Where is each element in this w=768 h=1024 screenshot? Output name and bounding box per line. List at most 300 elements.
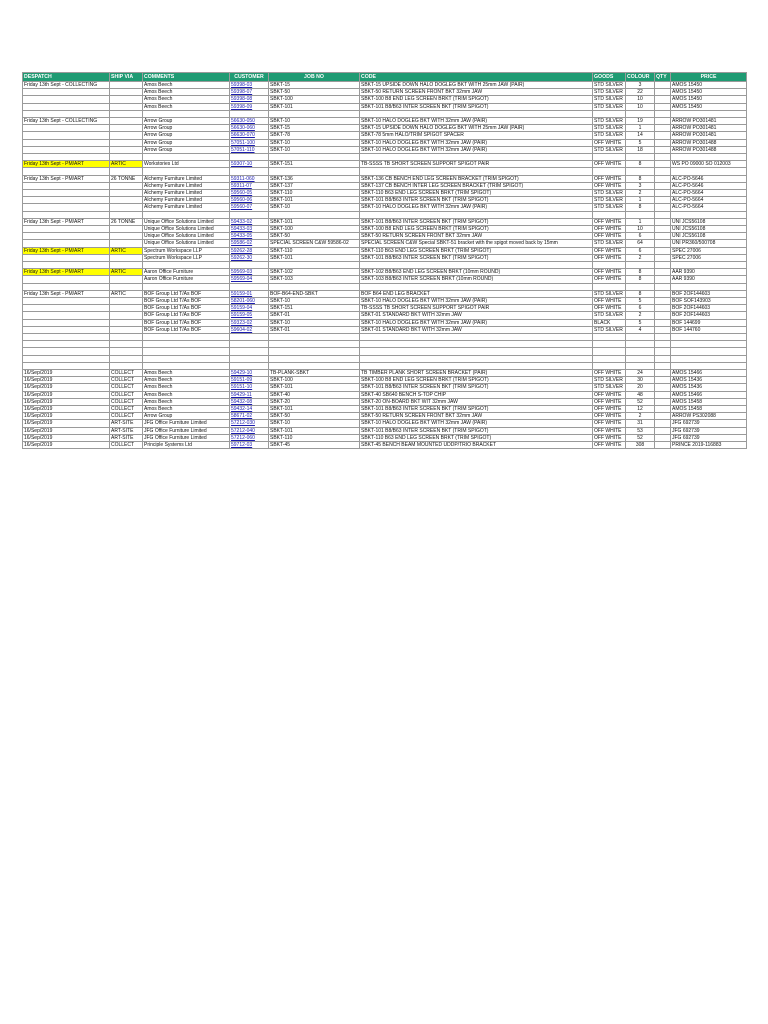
table-cell[interactable]: 48 — [626, 391, 655, 398]
table-cell[interactable]: 59560-06 — [230, 197, 269, 204]
table-cell[interactable] — [655, 218, 671, 225]
table-cell[interactable] — [626, 211, 655, 218]
table-cell[interactable] — [143, 262, 230, 269]
table-cell[interactable] — [110, 226, 143, 233]
table-cell[interactable] — [230, 348, 269, 355]
table-cell[interactable]: STD SILVER — [593, 384, 626, 391]
table-cell[interactable] — [23, 348, 110, 355]
table-cell[interactable] — [655, 413, 671, 420]
table-cell[interactable]: COLLECT — [110, 405, 143, 412]
table-cell[interactable]: SBKT-137 — [269, 182, 360, 189]
table-cell[interactable] — [360, 168, 593, 175]
table-cell[interactable]: OFF WHITE — [593, 218, 626, 225]
table-cell[interactable] — [143, 341, 230, 348]
table-cell[interactable] — [360, 283, 593, 290]
table-cell[interactable]: SBKT-101 B8/B63 INTER SCREEN BKT (TRIM SPIGOT) — [360, 384, 593, 391]
table-cell[interactable]: 16/Sep/2019 — [23, 413, 110, 420]
table-cell[interactable] — [23, 103, 110, 110]
table-cell[interactable]: 6 — [626, 233, 655, 240]
table-cell[interactable]: 59398-09 — [230, 103, 269, 110]
table-cell[interactable] — [110, 240, 143, 247]
table-cell[interactable]: SBKT-10 HALO DOGLEG BKT WITH 32mm JAW (PAIR) — [360, 420, 593, 427]
table-cell[interactable]: SBKT-10 — [269, 298, 360, 305]
table-cell[interactable]: OFF WHITE — [593, 298, 626, 305]
table-cell[interactable]: Spectrum Workspace LLP — [143, 254, 230, 261]
table-cell[interactable]: 8 — [626, 269, 655, 276]
table-cell[interactable] — [23, 319, 110, 326]
table-cell[interactable]: Amos Beech — [143, 103, 230, 110]
table-cell[interactable]: SBKT-45 BENCH BEAM MOUNTED UDDP/TRIO BRACKET — [360, 441, 593, 448]
table-cell[interactable] — [655, 154, 671, 161]
table-cell[interactable]: STD SILVER — [593, 312, 626, 319]
table-cell[interactable]: SBKT-50 — [269, 233, 360, 240]
table-cell[interactable]: 2 — [626, 190, 655, 197]
table-cell[interactable]: Amos Beech — [143, 96, 230, 103]
table-cell[interactable]: 8 — [626, 175, 655, 182]
table-cell[interactable] — [593, 154, 626, 161]
table-cell[interactable]: SBKT-100 — [269, 96, 360, 103]
table-cell[interactable] — [143, 334, 230, 341]
table-cell[interactable]: BOF Group Ltd T/As BOF — [143, 312, 230, 319]
table-cell[interactable]: COLLECT — [110, 384, 143, 391]
header-comments[interactable]: COMMENTS — [143, 73, 230, 82]
table-cell[interactable]: ALC-PO-5664 — [671, 197, 747, 204]
table-cell[interactable] — [671, 154, 747, 161]
table-cell[interactable]: 59429-10 — [230, 369, 269, 376]
table-cell[interactable]: 16/Sep/2019 — [23, 420, 110, 427]
table-cell[interactable] — [593, 262, 626, 269]
table-cell[interactable] — [110, 154, 143, 161]
table-cell[interactable]: STD SILVER — [593, 82, 626, 89]
table-cell[interactable]: SBKT-100 B8 END LEG SCREEN BRKT (TRIM SPIGOT) — [360, 377, 593, 384]
table-cell[interactable] — [655, 276, 671, 283]
table-cell[interactable]: SBKT-10 — [269, 420, 360, 427]
table-cell[interactable]: AMOS 15450 — [671, 96, 747, 103]
table-cell[interactable]: SBKT-10 HALO DOGLEG BKT WITH 32mm JAW (PAIR) — [360, 146, 593, 153]
table-cell[interactable] — [655, 190, 671, 197]
table-cell[interactable] — [626, 262, 655, 269]
table-cell[interactable] — [110, 146, 143, 153]
table-cell[interactable]: AMOS 15466 — [671, 391, 747, 398]
table-cell[interactable]: 19 — [626, 118, 655, 125]
table-cell[interactable]: 26 TONNE — [110, 218, 143, 225]
table-cell[interactable]: STD SILVER — [593, 125, 626, 132]
table-cell[interactable]: OFF WHITE — [593, 276, 626, 283]
table-cell[interactable]: SBKT-50 RETURN SCREEN FRONT BKT 32mm JAW — [360, 413, 593, 420]
table-cell[interactable]: COLLECT — [110, 441, 143, 448]
table-cell[interactable] — [110, 348, 143, 355]
table-cell[interactable]: 59604-02 — [230, 326, 269, 333]
table-cell[interactable] — [110, 326, 143, 333]
header-price[interactable]: PRICE — [671, 73, 747, 82]
table-cell[interactable]: TB-SSSS TB SHORT SCREEN SUPPORT SPIGOT PAIR — [360, 305, 593, 312]
table-cell[interactable]: SPEC 27006 — [671, 247, 747, 254]
table-cell[interactable] — [671, 334, 747, 341]
table-cell[interactable] — [655, 377, 671, 384]
table-cell[interactable]: 8 — [626, 161, 655, 168]
table-cell[interactable]: 31 — [626, 420, 655, 427]
table-cell[interactable]: SBKT-10 — [269, 204, 360, 211]
table-cell[interactable]: STD SILVER — [593, 240, 626, 247]
table-cell[interactable] — [671, 362, 747, 369]
table-cell[interactable] — [269, 341, 360, 348]
table-cell[interactable]: 1 — [626, 125, 655, 132]
table-cell[interactable]: 59712-03 — [230, 441, 269, 448]
table-cell[interactable]: SBKT-101 B8/B63 INTER SCREEN BKT (TRIM SPIGOT) — [360, 103, 593, 110]
table-cell[interactable]: SBKT-100 — [269, 377, 360, 384]
table-cell[interactable] — [23, 326, 110, 333]
table-cell[interactable]: 59569-04 — [230, 276, 269, 283]
table-cell[interactable]: 12 — [626, 405, 655, 412]
table-cell[interactable]: OFF WHITE — [593, 413, 626, 420]
table-cell[interactable] — [110, 190, 143, 197]
table-cell[interactable]: SPECIAL SCREEN C&W Special SBKT-51 bracket with the spigot moved back by 15mm — [360, 240, 593, 247]
table-cell[interactable]: SPECIAL SCREEN C&W 59586-02 — [269, 240, 360, 247]
table-cell[interactable] — [110, 319, 143, 326]
table-cell[interactable] — [110, 182, 143, 189]
table-cell[interactable]: SBKT-10 — [269, 139, 360, 146]
table-cell[interactable] — [655, 197, 671, 204]
table-cell[interactable]: JFG 692739 — [671, 420, 747, 427]
table-cell[interactable]: COLLECT — [110, 391, 143, 398]
table-cell[interactable]: 59560-05 — [230, 190, 269, 197]
table-cell[interactable] — [269, 154, 360, 161]
table-cell[interactable]: STD SILVER — [593, 146, 626, 153]
table-cell[interactable]: 16/Sep/2019 — [23, 384, 110, 391]
table-cell[interactable]: BOF Group Ltd T/As BOF — [143, 298, 230, 305]
table-cell[interactable]: OFF WHITE — [593, 427, 626, 434]
table-cell[interactable] — [655, 420, 671, 427]
table-cell[interactable]: 57212-030 — [230, 420, 269, 427]
table-cell[interactable]: AMOS 15458 — [671, 398, 747, 405]
table-cell[interactable]: 52 — [626, 434, 655, 441]
table-cell[interactable]: 58201-060 — [230, 298, 269, 305]
table-cell[interactable]: SBKT-10 — [269, 146, 360, 153]
table-cell[interactable]: SBKT-10 — [269, 319, 360, 326]
table-cell[interactable]: 16/Sep/2019 — [23, 405, 110, 412]
table-cell[interactable] — [230, 110, 269, 117]
table-cell[interactable]: SBKT-40 — [269, 391, 360, 398]
table-cell[interactable] — [626, 348, 655, 355]
table-cell[interactable] — [655, 89, 671, 96]
table-cell[interactable] — [593, 355, 626, 362]
table-cell[interactable] — [143, 283, 230, 290]
table-cell[interactable] — [655, 211, 671, 218]
table-cell[interactable]: Friday 13th Sept - PM/ART — [23, 218, 110, 225]
table-cell[interactable]: 2 — [626, 413, 655, 420]
header-customer[interactable]: CUSTOMER — [230, 73, 269, 82]
table-cell[interactable]: SBKT-01 STANDARD BKT WITH 32mm JAW — [360, 312, 593, 319]
table-cell[interactable]: SBKT-10 HALO DOGLEG BKT WITH 32mm JAW (PAIR) — [360, 204, 593, 211]
table-cell[interactable] — [110, 362, 143, 369]
table-cell[interactable]: SBKT-10 — [269, 118, 360, 125]
table-cell[interactable]: 8 — [626, 276, 655, 283]
table-cell[interactable]: SBKT-110 B63 END LEG SCREEN BRKT (TRIM SPIGOT) — [360, 190, 593, 197]
table-cell[interactable]: COLLECT — [110, 413, 143, 420]
table-cell[interactable]: 56630-070 — [230, 132, 269, 139]
table-cell[interactable] — [23, 226, 110, 233]
table-cell[interactable] — [655, 175, 671, 182]
table-cell[interactable]: SBKT-20 ON-BOARD BKT WIT 32mm JAW — [360, 398, 593, 405]
table-cell[interactable] — [593, 334, 626, 341]
table-cell[interactable]: 59586-02 — [230, 240, 269, 247]
table-cell[interactable]: 3 — [626, 182, 655, 189]
table-cell[interactable] — [23, 355, 110, 362]
table-cell[interactable] — [360, 362, 593, 369]
table-cell[interactable] — [655, 161, 671, 168]
table-cell[interactable] — [671, 283, 747, 290]
table-cell[interactable] — [655, 298, 671, 305]
table-cell[interactable]: JFG Office Furniture Limited — [143, 427, 230, 434]
table-cell[interactable]: ARROW PO301481 — [671, 125, 747, 132]
table-cell[interactable] — [655, 132, 671, 139]
table-cell[interactable]: SBKT-100 B8 END LEG SCREEN BRKT (TRIM SPIGOT) — [360, 226, 593, 233]
table-cell[interactable] — [655, 168, 671, 175]
table-cell[interactable] — [655, 427, 671, 434]
table-cell[interactable]: Spectrum Workspace LLP — [143, 247, 230, 254]
table-cell[interactable] — [110, 312, 143, 319]
table-cell[interactable] — [655, 319, 671, 326]
table-cell[interactable] — [23, 312, 110, 319]
table-cell[interactable] — [110, 305, 143, 312]
table-cell[interactable]: JFG 692739 — [671, 434, 747, 441]
table-cell[interactable] — [655, 391, 671, 398]
table-cell[interactable]: Unique Office Solutions Limited — [143, 218, 230, 225]
table-cell[interactable] — [110, 276, 143, 283]
table-cell[interactable]: AMOS 15450 — [671, 82, 747, 89]
table-cell[interactable]: SBKT-01 STANDARD BKT WITH 32mm JAW — [360, 326, 593, 333]
table-cell[interactable]: Principle Systems Ltd — [143, 441, 230, 448]
table-cell[interactable] — [655, 434, 671, 441]
table-cell[interactable]: BOF Group Ltd T/As BOF — [143, 305, 230, 312]
table-cell[interactable]: SBKT-110 B63 END LEG SCREEN BRKT (TRIM SPIGOT) — [360, 247, 593, 254]
table-cell[interactable]: Friday 13th Sept - PM/ART — [23, 290, 110, 297]
table-cell[interactable]: 59432-08 — [230, 398, 269, 405]
table-cell[interactable]: 24 — [626, 369, 655, 376]
table-cell[interactable]: SBKT-136 CB BENCH END LEG SCREEN BRACKET (TRIM SPIGOT) — [360, 175, 593, 182]
table-cell[interactable]: SBKT-110 — [269, 434, 360, 441]
table-cell[interactable]: Alchemy Furniture Limited — [143, 182, 230, 189]
table-cell[interactable]: ART-SITE — [110, 434, 143, 441]
table-cell[interactable] — [655, 405, 671, 412]
table-cell[interactable]: SBKT-01 — [269, 312, 360, 319]
table-cell[interactable] — [269, 362, 360, 369]
table-cell[interactable] — [655, 125, 671, 132]
table-cell[interactable]: BOF Group Ltd T/As BOF — [143, 326, 230, 333]
table-cell[interactable]: ARROW PS302088 — [671, 413, 747, 420]
table-cell[interactable]: SBKT-101 B8/B63 INTER SCREEN BKT (TRIM SPIGOT) — [360, 405, 593, 412]
table-cell[interactable]: BOF 144699 — [671, 319, 747, 326]
table-cell[interactable] — [110, 254, 143, 261]
table-cell[interactable] — [655, 96, 671, 103]
table-cell[interactable]: OFF WHITE — [593, 441, 626, 448]
table-cell[interactable]: Amos Beech — [143, 89, 230, 96]
table-cell[interactable]: Alchemy Furniture Limited — [143, 197, 230, 204]
table-cell[interactable]: 64 — [626, 240, 655, 247]
table-cell[interactable]: 58671-02 — [230, 413, 269, 420]
table-cell[interactable]: Amos Beech — [143, 384, 230, 391]
table-cell[interactable]: SBKT-101 — [269, 254, 360, 261]
table-cell[interactable]: SBKT-15 UPSIDE DOWN HALO DOGLEG BKT WITH 25mm JAW (PAIR) — [360, 125, 593, 132]
table-cell[interactable] — [360, 262, 593, 269]
table-cell[interactable]: SBKT-40 SB640 BENCH S-TOP CHIP — [360, 391, 593, 398]
table-cell[interactable] — [230, 283, 269, 290]
table-cell[interactable] — [230, 262, 269, 269]
table-cell[interactable]: OFF WHITE — [593, 226, 626, 233]
table-cell[interactable]: STD SILVER — [593, 377, 626, 384]
table-cell[interactable]: SBKT-100 — [269, 226, 360, 233]
table-cell[interactable]: SBKT-15 — [269, 125, 360, 132]
table-cell[interactable] — [110, 132, 143, 139]
table-cell[interactable]: SBKT-110 — [269, 190, 360, 197]
table-cell[interactable] — [110, 118, 143, 125]
table-cell[interactable]: OFF WHITE — [593, 175, 626, 182]
table-cell[interactable] — [655, 254, 671, 261]
table-cell[interactable]: AMOS 15436 — [671, 384, 747, 391]
table-cell[interactable] — [110, 110, 143, 117]
table-cell[interactable]: SBKT-100 B8 END LEG SCREEN BRKT (TRIM SPIGOT) — [360, 96, 593, 103]
table-cell[interactable]: STD SILVER — [593, 132, 626, 139]
header-qty[interactable]: QTY — [655, 73, 671, 82]
table-cell[interactable]: 6 — [626, 305, 655, 312]
table-cell[interactable] — [360, 348, 593, 355]
table-cell[interactable]: SBKT-10 HALO DOGLEG BKT WITH 32mm JAW (PAIR) — [360, 139, 593, 146]
table-cell[interactable]: BOF-B64-END-SBKT — [269, 290, 360, 297]
table-cell[interactable] — [655, 283, 671, 290]
table-cell[interactable] — [23, 334, 110, 341]
table-cell[interactable]: Friday 13th Sept - PM/ART — [23, 161, 110, 168]
table-cell[interactable]: SBKT-101 — [269, 405, 360, 412]
table-cell[interactable]: JFG 692739 — [671, 427, 747, 434]
table-cell[interactable]: OFF WHITE — [593, 420, 626, 427]
table-cell[interactable]: ALC-PO-5664 — [671, 204, 747, 211]
table-cell[interactable]: Friday 13th Sept - COLLECTING — [23, 118, 110, 125]
table-cell[interactable]: SBKT-101 — [269, 103, 360, 110]
table-cell[interactable]: 59432-14 — [230, 405, 269, 412]
table-cell[interactable] — [593, 362, 626, 369]
table-cell[interactable] — [671, 211, 747, 218]
table-cell[interactable]: 3 — [626, 82, 655, 89]
table-cell[interactable]: PRINCE 2019-116883 — [671, 441, 747, 448]
table-cell[interactable]: STD SILVER — [593, 103, 626, 110]
table-cell[interactable]: AMOS 15466 — [671, 369, 747, 376]
table-cell[interactable] — [671, 341, 747, 348]
table-cell[interactable]: 59151-09 — [230, 377, 269, 384]
table-cell[interactable]: 59433-03 — [230, 226, 269, 233]
table-cell[interactable] — [23, 262, 110, 269]
header-colour[interactable]: COLOUR — [626, 73, 655, 82]
table-cell[interactable] — [655, 341, 671, 348]
table-cell[interactable]: OFF WHITE — [593, 269, 626, 276]
table-cell[interactable] — [360, 355, 593, 362]
table-cell[interactable]: 8 — [626, 204, 655, 211]
table-cell[interactable] — [655, 262, 671, 269]
table-cell[interactable]: SBKT-10 HALO DOGLEG BKT WITH 32mm JAW (PAIR) — [360, 298, 593, 305]
table-cell[interactable] — [655, 290, 671, 297]
table-cell[interactable]: ARTIC — [110, 161, 143, 168]
table-cell[interactable]: SBKT-110 B63 END LEG SCREEN BRKT (TRIM SPIGOT) — [360, 434, 593, 441]
header-job-no[interactable]: JOB NO — [269, 73, 360, 82]
table-cell[interactable] — [360, 334, 593, 341]
table-cell[interactable]: STD SILVER — [593, 326, 626, 333]
table-cell[interactable] — [110, 334, 143, 341]
table-cell[interactable] — [143, 211, 230, 218]
table-cell[interactable] — [23, 168, 110, 175]
table-cell[interactable]: SBKT-78 5mm HALO/TRIM SPIGOT SPACER — [360, 132, 593, 139]
table-cell[interactable]: BOF 144760 — [671, 326, 747, 333]
table-cell[interactable]: Arrow Group — [143, 139, 230, 146]
table-cell[interactable]: Friday 13th Sept - PM/ART — [23, 269, 110, 276]
table-cell[interactable]: SBKT-151 — [269, 161, 360, 168]
table-cell[interactable] — [655, 139, 671, 146]
table-cell[interactable]: Unique Office Solutions Limited — [143, 240, 230, 247]
table-cell[interactable]: STD SILVER — [593, 96, 626, 103]
table-cell[interactable] — [655, 269, 671, 276]
table-cell[interactable]: OFF WHITE — [593, 161, 626, 168]
table-cell[interactable]: 2 — [626, 254, 655, 261]
table-cell[interactable] — [593, 283, 626, 290]
table-cell[interactable]: 59262-28 — [230, 247, 269, 254]
table-cell[interactable] — [110, 89, 143, 96]
table-cell[interactable] — [626, 283, 655, 290]
table-cell[interactable]: Amos Beech — [143, 377, 230, 384]
table-cell[interactable] — [269, 283, 360, 290]
table-cell[interactable]: 14 — [626, 132, 655, 139]
table-cell[interactable]: 59307-10 — [230, 161, 269, 168]
table-cell[interactable]: OFF WHITE — [593, 182, 626, 189]
table-cell[interactable] — [143, 348, 230, 355]
table-cell[interactable]: ARTIC — [110, 247, 143, 254]
table-cell[interactable]: STD SILVER — [593, 204, 626, 211]
table-cell[interactable] — [655, 82, 671, 89]
table-cell[interactable]: BOF SOF143903 — [671, 298, 747, 305]
table-cell[interactable] — [143, 110, 230, 117]
table-cell[interactable]: Friday 13th Sept - PM/ART — [23, 175, 110, 182]
table-cell[interactable]: 56630-060 — [230, 125, 269, 132]
table-cell[interactable]: 1 — [626, 197, 655, 204]
table-cell[interactable] — [23, 276, 110, 283]
table-cell[interactable]: 5 — [626, 298, 655, 305]
table-cell[interactable]: SBKT-101 B8/B63 INTER SCREEN BKT (TRIM SPIGOT) — [360, 197, 593, 204]
table-cell[interactable] — [626, 334, 655, 341]
table-cell[interactable]: ARROW PO301488 — [671, 146, 747, 153]
table-cell[interactable]: SBKT-110 — [269, 247, 360, 254]
table-cell[interactable] — [593, 211, 626, 218]
table-cell[interactable]: ART-SITE — [110, 427, 143, 434]
table-cell[interactable]: SBKT-15 UPSIDE DOWN HALO DOGLEG BKT WITH 25mm JAW (PAIR) — [360, 82, 593, 89]
table-cell[interactable]: Unique Office Solutions Limited — [143, 226, 230, 233]
table-cell[interactable] — [23, 298, 110, 305]
table-cell[interactable]: 1 — [626, 218, 655, 225]
table-cell[interactable]: Amos Beech — [143, 82, 230, 89]
table-cell[interactable]: 59433-05 — [230, 233, 269, 240]
table-cell[interactable] — [655, 441, 671, 448]
table-cell[interactable]: 59398-03 — [230, 82, 269, 89]
table-cell[interactable] — [143, 355, 230, 362]
table-cell[interactable]: STD SILVER — [593, 190, 626, 197]
table-cell[interactable]: STD SILVER — [593, 89, 626, 96]
table-cell[interactable] — [110, 139, 143, 146]
table-cell[interactable]: 59159-04 — [230, 305, 269, 312]
table-cell[interactable]: OFF WHITE — [593, 247, 626, 254]
table-cell[interactable] — [23, 139, 110, 146]
table-cell[interactable] — [655, 240, 671, 247]
table-cell[interactable]: SBKT-101 — [269, 197, 360, 204]
table-cell[interactable] — [655, 326, 671, 333]
table-cell[interactable] — [655, 362, 671, 369]
table-cell[interactable]: AMOS 15436 — [671, 377, 747, 384]
table-cell[interactable]: 6 — [626, 247, 655, 254]
